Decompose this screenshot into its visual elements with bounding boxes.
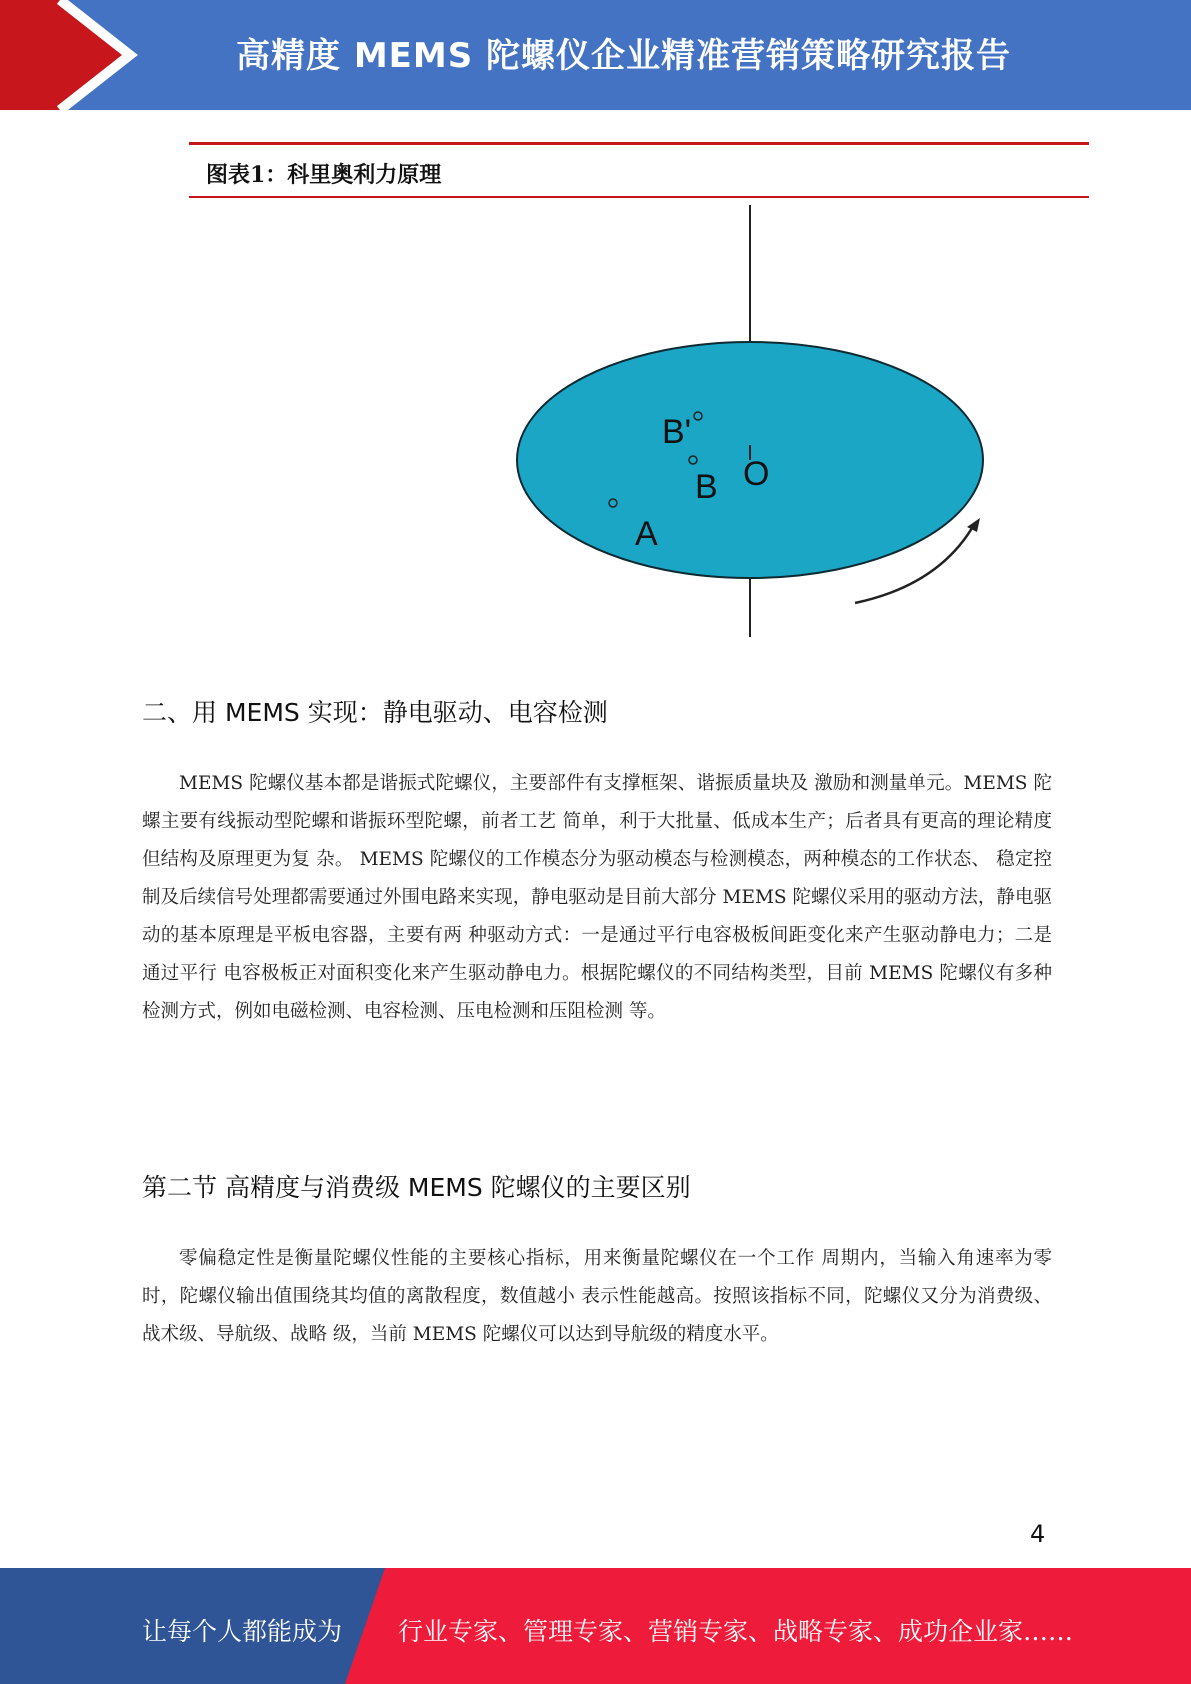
section-paragraph-precision: 零偏稳定性是衡量陀螺仪性能的主要核心指标，用来衡量陀螺仪在一个工作 周期内，当输入角速率为零时，陀螺仪输出值围绕其均值的离散程度，数值越小 表示性能越高。按照该指标不同，陀螺仪又分为消费级、战术级、导航级、战略 级，当前 MEMS 陀螺仪可以达到导航级的精度水平。 [142,1248,1052,1345]
section-heading-precision: 第二节 高精度与消费级 MEMS 陀螺仪的主要区别 [142,1173,691,1202]
section-heading-mems: 二、用 MEMS 实现：静电驱动、电容检测 [142,698,608,727]
report-title: 高精度 MEMS 陀螺仪企业精准营销策略研究报告 [236,36,1012,76]
footer-slogan-right: 行业专家、管理专家、营销专家、战略专家、成功企业家…… [398,1617,1074,1646]
figure-caption: 图表1：科里奥利力原理 [206,162,442,188]
caption-top-rule [189,142,1089,145]
header-arrow-decoration [0,0,150,110]
label-b-prime: B' [662,413,692,451]
label-b: B [695,468,718,506]
caption-bottom-rule [189,196,1089,198]
header-bar [0,0,1191,110]
label-o: O [743,455,770,493]
coriolis-figure [450,205,1050,640]
page-number: 4 [1030,1520,1046,1548]
footer-slogan-left: 让每个人都能成为 [142,1617,343,1646]
label-a: A [635,515,658,553]
section-paragraph-mems: MEMS 陀螺仪基本都是谐振式陀螺仪，主要部件有支撑框架、谐振质量块及 激励和测量单元。MEMS 陀螺主要有线振动型陀螺和谐振环型陀螺，前者工艺 简单，利于大批量、低成本生产；后者具有更高的理论精度但结构及原理更为复 杂。 MEMS 陀螺仪的工作模态分为驱动模态与检测模态，两种模态的工作状态、 稳定控制及后续信号处理都需要通过外围电路来实现，静电驱动是目前大部分 MEMS 陀螺仪采用的驱动方法，静电驱动的基本原理是平板电容器，主要有两 种驱动方式：一是通过平行电容极板间距变化来产生驱动静电力；二是通过平行 电容极板正对面积变化来产生驱动静电力。根据陀螺仪的不同结构类型，目前 MEMS 陀螺仪有多种检测方式，例如电磁检测、电容检测、压电检测和压阻检测 等。 [142,773,1052,1022]
